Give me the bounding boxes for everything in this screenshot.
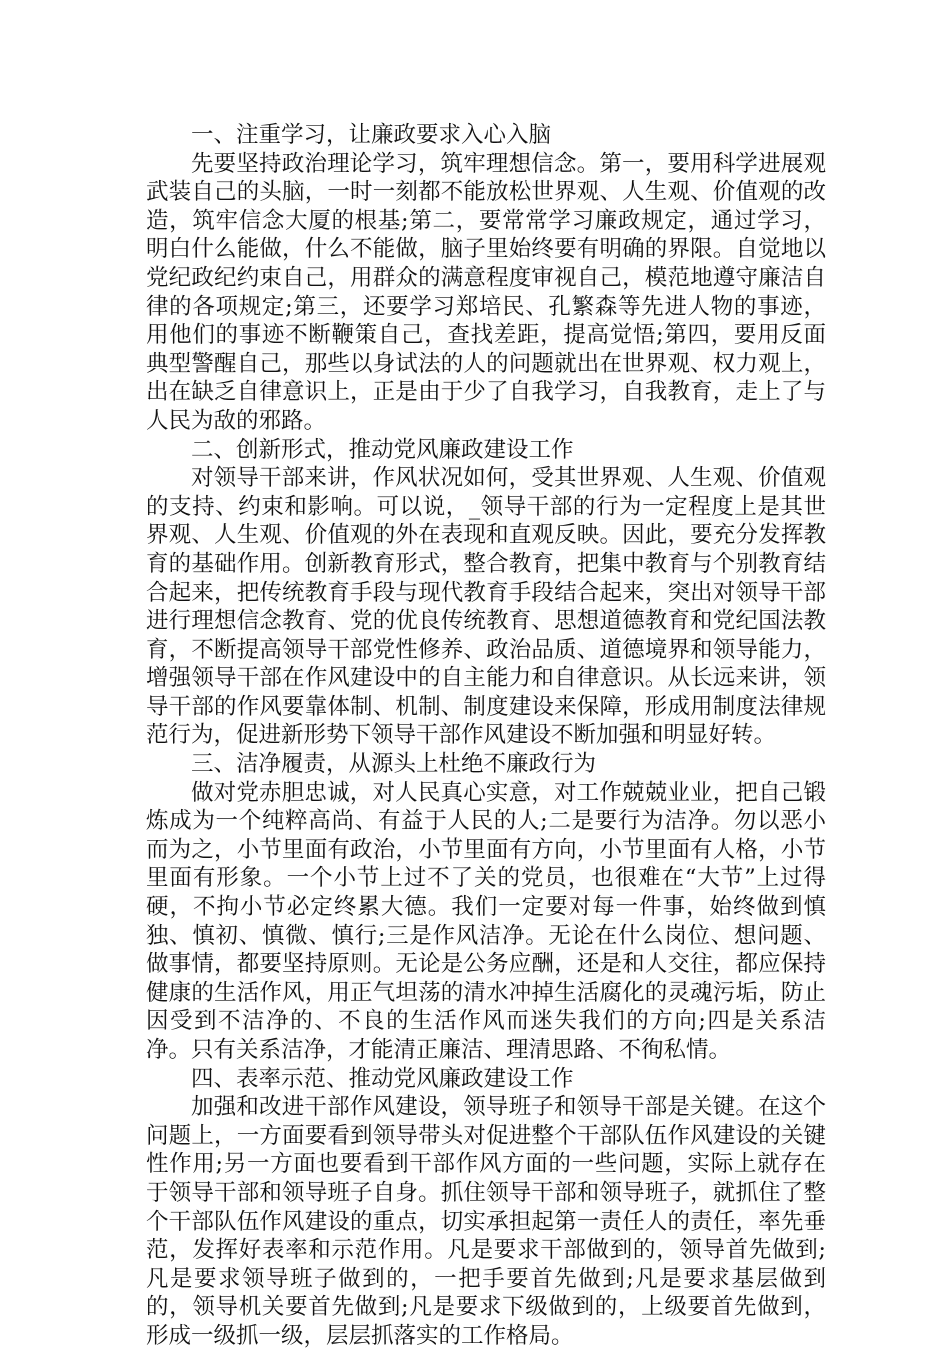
document-body [146,121,826,1351]
section-heading: 四、表率示范、推动党风廉政建设工作 [191,1065,574,1092]
section-heading: 一、注重学习，让廉政要求入心入脑 [191,122,552,148]
section-paragraph: 对领导干部来讲，作风状况如何，受其世界观、人生观、价值观的支持、约束和影响。可以说，_领导干部的行为一定程度上是其世界观、人生观、价值观的外在表现和直观反映。因此，要充分发挥教育的基础作用。创新教育形式，整合教育，把集中教育与个别教育结合起来，把传统教育手段与现代教育手段结合起来，突出对领导干部进行理想信念教育、党的优良传统教育、思想道德教育和党纪国法教育，不断提高领导干部党性修养、政治品质、道德境界和领导能力，增强领导干部在作风建设中的自主能力和自律意识。从长远来讲，领导干部的作风要靠体制、机制、制度建设来保障，形成用制度法律规范行为，促进新形势下领导干部作风建设不断加强和明显好转。 [146,465,826,749]
section-heading: 三、洁净履责，从源头上杜绝不廉政行为 [191,751,597,778]
section-paragraph: 先要坚持政治理论学习，筑牢理想信念。第一，要用科学进展观武装自己的头脑，一时一刻都不能放松世界观、人生观、价值观的改造，筑牢信念大厦的根基;第二，要常常学习廉政规定，通过学习，明白什么能做，什么不能做，脑子里始终要有明确的界限。自觉地以党纪政纪约束自己，用群众的满意程度审视自己，模范地遵守廉洁自律的各项规定;第三，还要学习郑培民、孔繁森等先进人物的事迹，用他们的事迹不断鞭策自己，查找差距，提高觉悟;第四，要用反面典型警醒自己，那些以身试法的人的问题就出在世界观、权力观上，出在缺乏自律意识上，正是由于少了自我学习，自我教育，走上了与人民为敌的邪路。 [146,150,826,434]
section-heading: 二、创新形式，推动党风廉政建设工作 [191,436,574,463]
section-paragraph: 做对党赤胆忠诚，对人民真心实意，对工作兢兢业业，把自己锻炼成为一个纯粹高尚、有益于人民的人;二是要行为洁净。勿以恶小而为之，小节里面有政治，小节里面有方向，小节里面有人格，小节里面有形象。一个小节上过不了关的党员，也很难在“大节”上过得硬，不拘小节必定终累大德。我们一定要对每一件事，始终做到慎独、慎初、慎微、慎行;三是作风洁净。无论在什么岗位、想问题、做事情，都要坚持原则。无论是公务应酬，还是和人交往，都应保持健康的生活作风，用正气坦荡的清水冲掉生活腐化的灵魂污垢，防止因受到不洁净的、不良的生活作风而迷失我们的方向;四是关系洁净。只有关系洁净，才能清正廉洁、理清思路、不徇私情。 [146,779,826,1063]
section-paragraph: 加强和改进干部作风建设，领导班子和领导干部是关键。在这个问题上，一方面要看到领导带头对促进整个干部队伍作风建设的关键性作用;另一方面也要看到干部作风方面的一些问题，实际上就存在于领导干部和领导班子自身。抓住领导干部和领导班子，就抓住了整个干部队伍作风建设的重点，切实承担起第一责任人的责任，率先垂范，发挥好表率和示范作用。凡是要求干部做到的，领导首先做到;凡是要求领导班子做到的，一把手要首先做到;凡是要求基层做到的，领导机关要首先做到;凡是要求下级做到的，上级要首先做到，形成一级抓一级，层层抓落实的工作格局。 [146,1094,826,1349]
